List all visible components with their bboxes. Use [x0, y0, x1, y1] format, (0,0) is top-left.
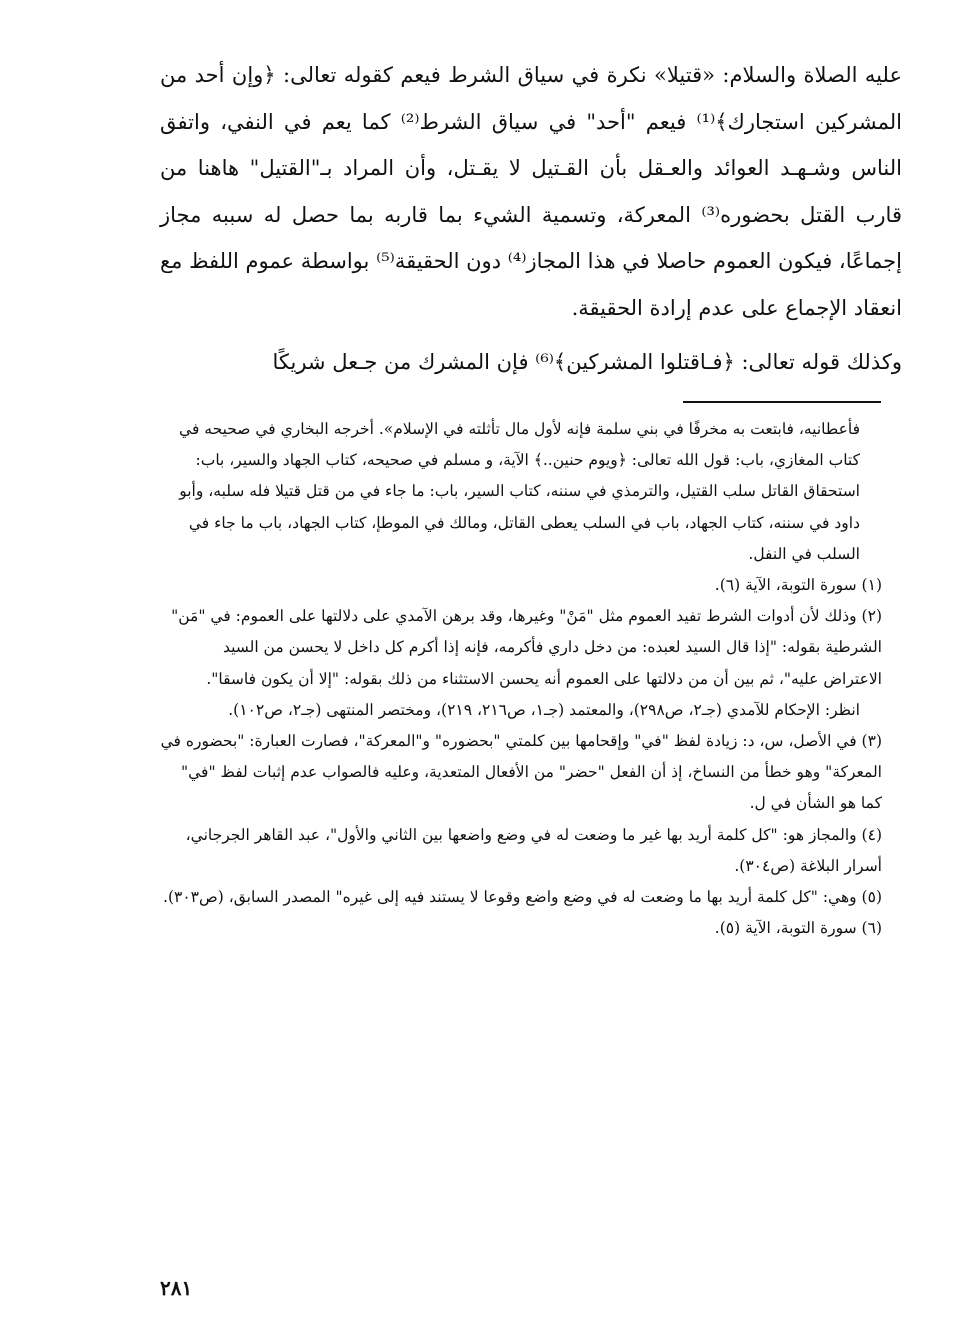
footnote-6: (٦) سورة التوبة، الآية (٥). — [714, 919, 882, 938]
footnote-1: (١) سورة التوبة، الآية (٦). — [714, 576, 882, 595]
main-paragraph-1: عليه الصلاة والسلام: «قتيلا» نكرة في سياق الشرط فيعم كقوله تعالى: ﴿وإن أحد من المشركين استجارك﴾⁽¹⁾ فيعم "أحد" في سياق الشرط⁽²⁾ كما يعم في النفي، واتفق الناس وشـهـد العوائد والعـقل بأن القـتيل لا يقـتل، وأن المراد بـ"القتيل" هاهنا من قارب القتل بحضوره⁽³⁾ المعركة، وتسمية الشيء بما قاربه بما حصل له سببه مجاز إجماعًا، فيكون العموم حاصلا في هذا المجاز⁽⁴⁾ دون الحقيقة⁽⁵⁾ بواسطة عموم اللفظ مع انعقاد الإجماع على عدم إرادة الحقيقة. — [160, 63, 902, 320]
footnotes — [160, 414, 882, 944]
footnote-5: (٥) وهي: "كل كلمة أريد بها ما وضعت له في وضع واضع وقوعا لا يستند فيه إلى غيره" المصدر السابق، (ص٣٠٣). — [163, 888, 882, 907]
footnote-4: (٤) والمجاز هو: "كل كلمة أريد بها غير ما وضعت له في وضع واضعها بين الثاني والأول"، عبد القاهر الجرجاني، أسرار البلاغة (ص٣٠٤). — [185, 825, 882, 875]
footnote-continuation: فأعطانيه، فابتعت به مخرفًا في بني سلمة فإنه لأول مال تأثلته في الإسلام». أخرجه البخاري في صحيحه في كتاب المغازي، باب: قول الله تعالى: ﴿ويوم حنين..﴾ الآية، و مسلم في صحيحه، كتاب الجهاد والسير، باب: استحقاق القاتل سلب القتيل، والترمذي في سننه، كتاب السير، باب: ما جاء في من قتل قتيلا فله سلبه، وأبو داود في سننه، كتاب الجهاد، باب في السلب يعطى القاتل، ومالك في الموطإ، كتاب الجهاد، باب ما جاء في السلب في النفل. — [179, 420, 860, 563]
main-paragraph-2: وكذلك قوله تعالى: ﴿فـاقتلوا المشركين﴾⁽⁶⁾ فإن المشرك من جـعل شريكًا — [272, 350, 902, 374]
page-number: ٢٨١ — [160, 1276, 193, 1300]
footnote-separator — [683, 401, 881, 403]
main-text — [160, 52, 902, 386]
footnote-2: (٢) وذلك لأن أدوات الشرط تفيد العموم مثل "مَنْ" وغيرها، وقد برهن الآمدي على دلالتها على العموم: في "مَن" الشرطية بقوله: "إذا قال السيد لعبده: من دخل داري فأكرمه، فإنه إذا أكرم كل داخل لا يحسن من السيد الاعتراض عليه"، ثم بين أن من دلالتها على العموم أنه يحسن الاستثناء من ذلك بقوله: "إلا أن يكون فاسقا". — [171, 607, 882, 688]
footnote-3: (٣) في الأصل، س، د: زيادة لفظ "في" وإقحامها بين كلمتي "بحضوره" و"المعركة"، فصارت العبارة: "بحضوره في المعركة" وهو خطأ من النساخ، إذ أن الفعل "حضر" من الأفعال المتعدية، وعليه فالصواب عدم إثبات لفظ "في" كما هو الشأن في ل. — [160, 732, 882, 813]
footnote-2-reference: انظر: الإحكام للآمدي (جـ٢، ص٢٩٨)، والمعتمد (جـ١، ص٢١٦، ٢١٩)، ومختصر المنتهى (جـ٢، ص١٠٢). — [228, 700, 860, 719]
